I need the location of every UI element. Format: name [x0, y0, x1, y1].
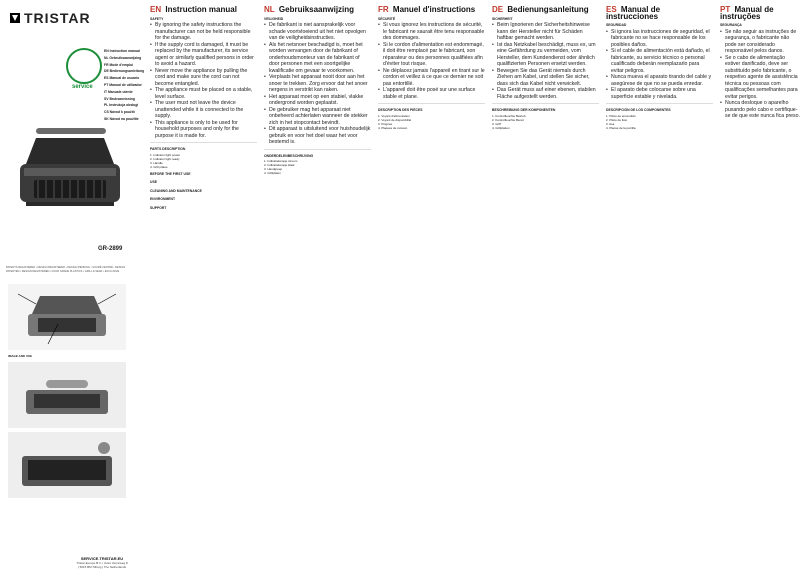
safety-item: • Als het netsnoer beschadigd is, moet het worden vervangen door de fabrikant of onderhoudsmonteur van de fabrikant of door personen met een soortgelijke kwalificatie om gevaar te voorkomen.: [264, 42, 371, 75]
parts-item: 3. Handgreep: [264, 167, 283, 171]
model-number: GR-2899: [98, 246, 123, 252]
parts-item: 2. Piloto de listo: [606, 117, 628, 122]
safety-heading-es: SEGURIDAD: [606, 23, 627, 27]
parts-item: 2. Kontrollleuchte Bereit: [492, 117, 524, 122]
safety-item: • By ignoring the safety instructions the manufacturer can not be held responsible for the damage.: [150, 22, 257, 42]
safety-item: • Dit apparaat is uitsluitend voor huishoudelijk gebruik en voor het doel waar het voor bestemd is.: [264, 126, 371, 146]
safety-heading-fr: SÉCURITÉ: [378, 16, 396, 21]
section-es: [606, 6, 713, 130]
title-fr: Manuel d'instructions: [392, 5, 476, 14]
lang-code-es: ES: [606, 5, 617, 14]
parts-item: 3. Griff: [492, 121, 501, 126]
cleaning-image: [8, 432, 126, 498]
parts-item: 1. Kontrollleuchte Betrieb: [492, 113, 526, 118]
section-de: [492, 6, 599, 130]
section-fr: [378, 6, 485, 130]
parts-item: 1. Indicatielampje stroom: [264, 159, 298, 163]
title-nl: Gebruiksaanwijzing: [278, 5, 355, 14]
language-item: SK Návod na použitie: [104, 116, 139, 121]
support-heading-en: SUPPORT: [150, 205, 167, 210]
divider: [378, 103, 485, 104]
parts-list-en: [150, 153, 257, 169]
parts-list-de: [492, 114, 599, 130]
parts-item: 1. Voyant d'alimentation: [378, 113, 410, 118]
safety-item: • Das Gerät muss auf einer ebenen, stabilen Fläche aufgestellt werden.: [492, 87, 599, 100]
lang-code-en: EN: [150, 5, 162, 14]
parts-item: 3. Handle: [150, 160, 163, 165]
lang-code-nl: NL: [264, 5, 275, 14]
section-en: [150, 6, 257, 211]
safety-item: • Het apparaat moet op een stabiel, vlakke ondergrond worden geplaatst.: [264, 94, 371, 107]
parts-item: 4. Grillplatten: [492, 125, 510, 130]
safety-item: • Si le cordon d'alimentation est endommagé, il doit être remplacé par le fabricant, son réparateur ou des personnes qualifiées afin d'éviter tout risque.: [378, 42, 485, 68]
safety-item: • Nunca mueva el aparato tirando del cable y asegúrese de que no se pueda enredar.: [606, 74, 713, 87]
safety-item: • If the supply cord is damaged, it must be replaced by the manufacturer, its service agent or similarly qualified persons in order to avoid a hazard.: [150, 42, 257, 68]
parts-item: 4. Placas de la parrilla: [606, 125, 636, 130]
language-item: PT Manual de utilizador: [104, 82, 142, 87]
section-title-nl: [264, 7, 371, 14]
footer-website[interactable]: SERVICE.TRISTAR.EU: [80, 556, 124, 561]
safety-heading-nl: VEILIGHEID: [264, 16, 284, 21]
footer: [76, 556, 128, 569]
section-title-fr: [378, 7, 485, 14]
safety-item: • De fabrikant is niet aansprakelijk voor schade voortvloeiend uit het niet opvolgen van de veiligheidsinstructies.: [264, 22, 371, 42]
parts-list-fr: [378, 114, 485, 130]
service-ring-icon: [66, 48, 102, 84]
safety-item: • Si ignora las instrucciones de seguridad, el fabricante no se hace responsable de los posibles daños.: [606, 29, 713, 49]
use-heading-en: USE: [150, 180, 157, 184]
language-item: ES Manual de usuario: [104, 76, 140, 81]
title-en: Instruction manual: [165, 5, 237, 14]
before-heading-en: BEFORE THE FIRST USE: [150, 171, 191, 176]
section-title-de: [492, 7, 599, 14]
brand-logo: [10, 10, 91, 26]
parts-heading-de: BESCHREIBUNG DER KOMPONENTEN: [492, 108, 556, 112]
language-item: PL Instrukcja obsługi: [104, 103, 139, 108]
parts-item: 2. Voyant de disponibilité: [378, 117, 412, 122]
safety-item: • De gebruiker mag het apparaat niet onbeheerd achterlaten wanneer de stekker zich in het stopcontact bevindt.: [264, 107, 371, 127]
lang-code-de: DE: [492, 5, 504, 14]
safety-item: • This appliance is only to be used for household purposes and only for the purpose it is made for.: [150, 120, 257, 140]
safety-item: • Se não seguir as instruções de segurança, o fabricante não pode ser considerado responsável pelos danos.: [720, 29, 800, 55]
parts-item: 3. Poignée: [378, 121, 393, 126]
divider: [492, 103, 599, 104]
parts-item: 2. Indicatielampje klaar: [264, 163, 295, 167]
safety-item: • El aparato debe colocarse sobre una superficie estable y nivelada.: [606, 87, 713, 100]
section-pt: [720, 6, 800, 120]
language-item: SV Bruksanvisning: [104, 96, 135, 101]
title-de: Bedienungsanleitung: [507, 5, 589, 14]
parts-list-es: [606, 114, 713, 130]
image-label: IMAGE AND USE: [8, 354, 33, 358]
patents-text: PATENTS REGISTERED • DESIGN REGISTERED • DESIGN PENDING • SOUDÉ CENTRÉ • DESIGN PATENTED • DESIGN REGISTERED • FOOD GRADE PLASTICS • GRILL & SEAR • EXCLUSIVE: [6, 266, 126, 273]
safety-item: • Nunca desloque o aparelho puxando pelo cabo e certifique-se de que este nunca fica preso.: [720, 100, 800, 120]
brand-mark-icon: [10, 13, 20, 23]
safety-item: • Bewegen Sie das Gerät niemals durch Ziehen am Kabel, und stellen Sie sicher, dass sich das Kabel nicht verwickelt.: [492, 68, 599, 88]
parts-heading-es: DESCRIPCIÓN DE LOS COMPONENTES: [606, 108, 671, 112]
parts-item: 1. Piloto de encendido: [606, 113, 636, 118]
language-item: IT Manuale utente: [104, 89, 133, 94]
safety-item: • Se o cabo de alimentação estiver danificado, deve ser substituído pelo fabricante, o respetivo agente de assistência técnica ou pessoas com qualificações semelhantes para evitar perigos.: [720, 55, 800, 101]
title-pt: Manual de instruções: [720, 5, 774, 21]
safety-heading-de: SICHERHEIT: [492, 16, 513, 21]
parts-heading-nl: ONDERDELENBESCHRIJVING: [264, 153, 314, 158]
parts-item: 4. Plaques de cuisson: [378, 125, 408, 130]
safety-heading-en: SAFETY: [150, 16, 164, 21]
parts-item: 3. Asa: [606, 121, 615, 126]
section-title-es: [606, 7, 713, 20]
safety-item: • Si vous ignorez les instructions de sécurité, le fabricant ne saurait être tenu responsable des dommages.: [378, 22, 485, 42]
language-item: EN Instruction manual: [104, 49, 140, 53]
safety-item: • Never move the appliance by pulling the cord and make sure the cord can not become entangled.: [150, 68, 257, 88]
brand-name: TRISTAR: [24, 10, 91, 26]
language-item: NL Gebruiksaanwijzing: [104, 55, 142, 60]
language-list: [104, 48, 144, 123]
language-item: DE Bedienungsanleitung: [104, 69, 145, 74]
parts-item: 4. Grill plates: [150, 164, 168, 169]
usage-image: [8, 362, 126, 428]
safety-item: • The user must not leave the device unattended while it is connected to the supply.: [150, 100, 257, 120]
lang-code-pt: PT: [720, 5, 731, 14]
parts-list-nl: [264, 159, 371, 175]
section-title-pt: [720, 7, 800, 20]
title-es: Manual de instrucciones: [606, 5, 661, 21]
safety-item: • The appliance must be placed on a stable, level surface.: [150, 87, 257, 100]
divider: [264, 149, 371, 150]
section-nl: [264, 6, 371, 175]
safety-heading-pt: SEGURANÇA: [720, 23, 742, 27]
safety-item: • Si el cable de alimentación está dañado, el fabricante, su servicio técnico o personal cualificado deberán reemplazarlo para evitar peligros.: [606, 48, 713, 74]
clean-heading-en: CLEANING AND MAINTENANCE: [150, 188, 202, 193]
footer-address: Tristar Europe B.V. | Jules Verneweg 8 | 5015 BM Tilburg | The Netherlands: [76, 561, 128, 569]
parts-item: 1. Indicator light power: [150, 152, 181, 157]
divider: [606, 103, 713, 104]
parts-heading-en: PARTS DESCRIPTION: [150, 147, 186, 151]
cover-column: [6, 8, 145, 569]
lang-code-fr: FR: [378, 5, 389, 14]
parts-item: 4. Grillplaten: [264, 171, 281, 175]
language-item: CS Návod k použití: [104, 110, 135, 115]
language-item: FR Mode d'emploi: [104, 62, 134, 67]
parts-item: 2. Indicator light ready: [150, 156, 180, 161]
divider: [150, 142, 257, 143]
parts-diagram: [8, 284, 126, 350]
service-label: service: [72, 84, 93, 90]
parts-heading-fr: DESCRIPTION DES PIÈCES: [378, 108, 423, 112]
safety-item: • L'appareil doit être posé sur une surface stable et plane.: [378, 87, 485, 100]
product-image: [12, 118, 130, 233]
section-title-en: [150, 7, 257, 14]
safety-item: • Ist das Netzkabel beschädigt, muss es, um eine Gefährdung zu vermeiden, vom Hersteller, dem Kundendienst oder ähnlich qualifizierten Personen ersetzt werden.: [492, 42, 599, 68]
safety-item: • Beim Ignorieren der Sicherheitshinweise kann der Hersteller nicht für Schäden haftbar gemacht werden.: [492, 22, 599, 42]
env-heading-en: ENVIRONMENT: [150, 197, 176, 201]
safety-item: • Verplaats het apparaat nooit door aan het snoer te trekken. Zorg ervoor dat het snoer nergens in verstrikt kan raken.: [264, 74, 371, 94]
safety-item: • Ne déplacez jamais l'appareil en tirant sur le cordon et veillez à ce que ce dernier ne soit pas entortillé.: [378, 68, 485, 88]
